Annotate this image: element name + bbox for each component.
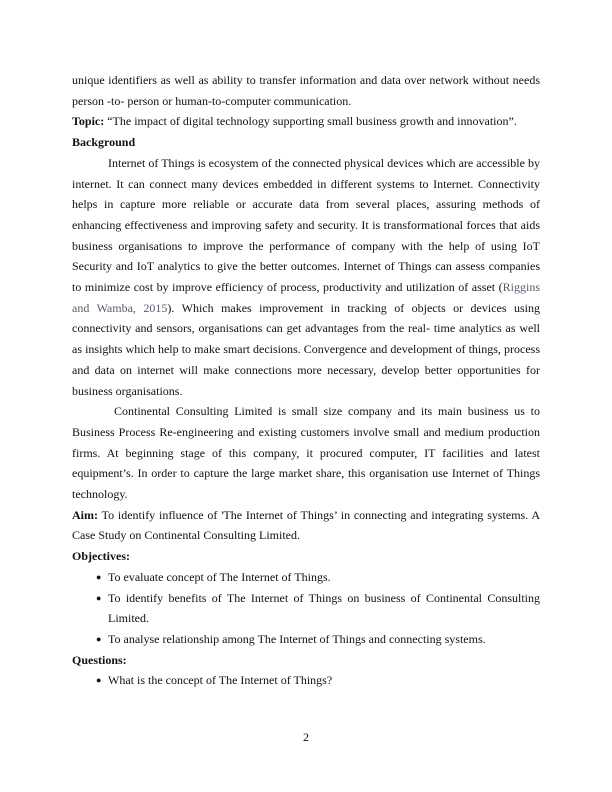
line-text: To evaluate concept of The Internet of Things. — [108, 569, 331, 584]
paragraph-line — [72, 174, 540, 194]
line-text: as insights which help to make smart decisions. Convergence and development of things, process — [72, 342, 540, 357]
paragraph-line — [72, 256, 540, 276]
line-text: To identify influence of 'The Internet of Things’ in connecting and integrating systems. A — [98, 507, 540, 522]
bullet-item-line — [96, 670, 540, 690]
paragraph-line — [72, 236, 540, 256]
line-text: technology. — [72, 487, 128, 501]
paragraph-line — [114, 401, 540, 421]
section-heading — [72, 546, 540, 566]
paragraph-line — [72, 484, 540, 504]
line-text: Security and IoT analytics to give the better outcomes. Internet of Things can assess companies — [72, 259, 540, 274]
paragraph-line — [72, 360, 540, 380]
section-heading — [72, 132, 540, 152]
page-number: 2 — [303, 730, 309, 744]
label-text: Aim: — [72, 507, 98, 522]
paragraph-line — [72, 215, 540, 235]
paragraph-line — [72, 277, 540, 297]
line-text: equipment’s. In order to capture the large market share, this organisation use Internet of Things — [72, 466, 540, 481]
paragraph-line — [72, 505, 540, 525]
bullet-item-line — [96, 567, 540, 587]
line-text: connectivity and sensors, organisations can get advantages from the real- time analytics as well — [72, 321, 540, 336]
citation: and Wamba, 2015 — [72, 300, 168, 315]
line-text: To analyse relationship among The Internet of Things and connecting systems. — [108, 631, 486, 646]
citation: Riggins — [502, 280, 540, 294]
line-text: person -to- person or human-to-computer communication. — [72, 93, 352, 108]
line-text: internet. It can connect many devices embedded in different systems to Internet. Connectivity — [72, 176, 540, 191]
paragraph-line — [72, 91, 540, 111]
bullet-item-line — [108, 608, 540, 628]
line-text: Business Process Re-engineering and existing customers involve small and medium production — [72, 424, 540, 439]
paragraph-line — [72, 318, 540, 338]
paragraph-line — [72, 70, 540, 90]
paragraph-line — [72, 194, 540, 214]
bullet-icon: ● — [96, 633, 102, 644]
line-text: unique identifiers as well as ability to transfer information and data over network without needs — [72, 73, 540, 87]
line-text: to minimize cost by improve efficiency of process, productivity and utilization of asset ( — [72, 280, 503, 294]
line-text: ). Which makes improvement in tracking of objects or devices using — [167, 300, 540, 315]
paragraph-line — [72, 463, 540, 483]
line-text: helps in capture more reliable or accurate data from several places, assuring methods of — [72, 197, 540, 212]
line-text: Case Study on Continental Consulting Limited. — [72, 528, 300, 543]
paragraph-line — [108, 153, 540, 173]
heading-text: Objectives: — [72, 549, 130, 564]
bullet-icon: ● — [96, 675, 102, 686]
bullet-icon: ● — [96, 571, 102, 582]
line-text: business organisations. — [72, 383, 183, 398]
bullet-item-line — [96, 588, 540, 608]
bullet-icon: ● — [96, 592, 102, 603]
paragraph-line — [72, 525, 540, 545]
line-text: “The impact of digital technology supporting small business growth and innovation”. — [104, 114, 517, 129]
paragraph-line — [72, 443, 540, 463]
line-text: Continental Consulting Limited is small size company and its main business us to — [114, 404, 540, 419]
line-text: Internet of Things is ecosystem of the connected physical devices which are accessible by — [108, 155, 540, 170]
label-text: Topic: — [72, 114, 105, 129]
line-text: firms. At beginning stage of this company, it procured computer, IT facilities and latest — [72, 445, 540, 460]
paragraph-line — [72, 339, 540, 359]
paragraph-line — [72, 381, 540, 401]
line-text: What is the concept of The Internet of Things? — [108, 673, 333, 688]
line-text: business organisations to improve the performance of company with the help of using IoT — [72, 238, 540, 253]
line-text: Limited. — [108, 611, 149, 626]
line-text: and data on internet will make connections more necessary, develop better opportunities for — [72, 362, 540, 377]
heading-text: Background — [72, 135, 136, 150]
paragraph-line — [72, 422, 540, 442]
line-text: enhancing effectiveness and improving safety and security. It is transformational forces that aids — [72, 217, 540, 232]
heading-text: Questions: — [72, 652, 127, 667]
section-heading — [72, 650, 540, 670]
paragraph-line — [72, 111, 540, 131]
paragraph-line — [72, 298, 540, 318]
line-text: To identify benefits of The Internet of Things on business of Continental Consulting — [108, 590, 540, 605]
bullet-item-line — [96, 629, 540, 649]
